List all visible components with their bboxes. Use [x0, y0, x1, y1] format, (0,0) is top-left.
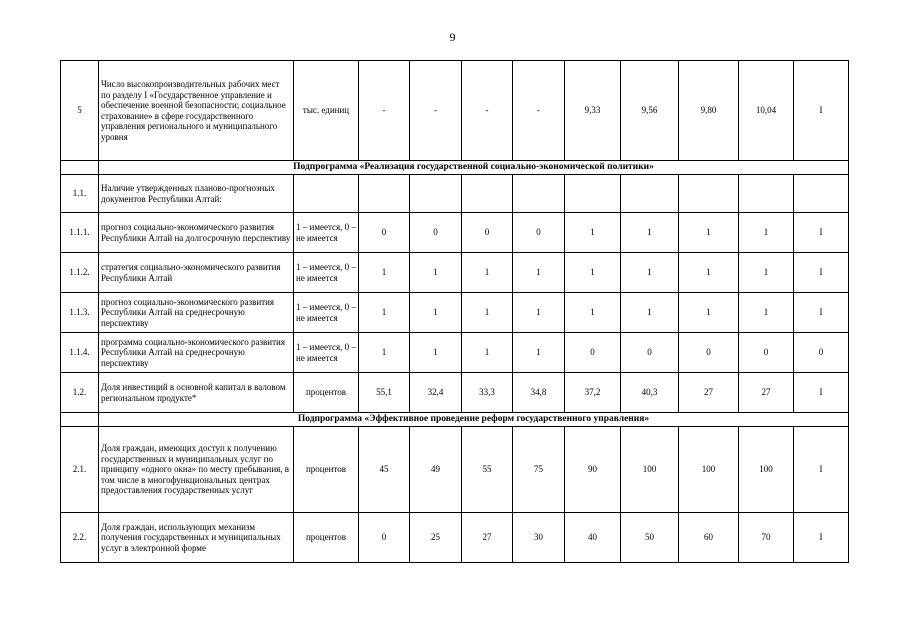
- value-cell: 50: [621, 513, 679, 563]
- table-row: [61, 513, 849, 563]
- subprogram-title: Подпрограмма «Эффективное проведение реформ государственного управления»: [99, 413, 849, 427]
- value-cell: [739, 175, 794, 213]
- row-number: 1.1.1.: [61, 213, 99, 253]
- value-cell: 1: [359, 253, 410, 293]
- value-cell: 37,2: [565, 373, 621, 413]
- section-spacer: [61, 161, 99, 175]
- value-cell: 1: [410, 333, 462, 373]
- indicators-table: [60, 60, 849, 563]
- row-number: 1.1.: [61, 175, 99, 213]
- value-cell: 1: [739, 213, 794, 253]
- indicator-name: Доля граждан, использующих механизм получения государственных и муниципальных услуг в электронной форме: [99, 513, 294, 563]
- value-cell: 1: [679, 253, 739, 293]
- indicator-name: Доля инвестиций в основной капитал в валовом региональном продукте*: [99, 373, 294, 413]
- value-cell: [565, 175, 621, 213]
- value-cell: 0: [621, 333, 679, 373]
- value-cell: 90: [565, 427, 621, 513]
- value-cell: 0: [565, 333, 621, 373]
- value-cell: 1: [513, 333, 565, 373]
- value-cell: [359, 175, 410, 213]
- value-cell: 0: [794, 333, 849, 373]
- value-cell: 60: [679, 513, 739, 563]
- value-cell: I: [794, 253, 849, 293]
- row-number: 1.1.2.: [61, 253, 99, 293]
- value-cell: 33,3: [462, 373, 513, 413]
- row-number: 1.1.4.: [61, 333, 99, 373]
- value-cell: 25: [410, 513, 462, 563]
- indicator-name: прогноз социально-экономического развития Республики Алтай на среднесрочную перспективу: [99, 293, 294, 333]
- value-cell: [794, 175, 849, 213]
- value-cell: 0: [359, 513, 410, 563]
- value-cell: 30: [513, 513, 565, 563]
- value-cell: 1: [739, 293, 794, 333]
- value-cell: -: [513, 61, 565, 161]
- value-cell: 1: [359, 293, 410, 333]
- unit-cell: процентов: [294, 513, 359, 563]
- value-cell: 9,80: [679, 61, 739, 161]
- indicator-name: прогноз социально-экономического развития Республики Алтай на долгосрочную перспективу: [99, 213, 294, 253]
- value-cell: 1: [410, 293, 462, 333]
- indicator-name: программа социально-экономического развития Республики Алтай на среднесрочную перспективу: [99, 333, 294, 373]
- section-row: [61, 161, 849, 175]
- value-cell: 1: [621, 213, 679, 253]
- unit-cell: процентов: [294, 373, 359, 413]
- value-cell: 1: [513, 253, 565, 293]
- row-number: 2.2.: [61, 513, 99, 563]
- value-cell: 1: [621, 253, 679, 293]
- value-cell: 1: [410, 253, 462, 293]
- page-number: 9: [449, 30, 456, 44]
- value-cell: 10,04: [739, 61, 794, 161]
- value-cell: 1: [739, 253, 794, 293]
- table-row: [61, 373, 849, 413]
- unit-cell: 1 – имеется, 0 – не имеется: [294, 293, 359, 333]
- value-cell: 0: [513, 213, 565, 253]
- value-cell: [462, 175, 513, 213]
- indicator-name: стратегия социально-экономического развития Республики Алтай: [99, 253, 294, 293]
- value-cell: 40,3: [621, 373, 679, 413]
- value-cell: 0: [359, 213, 410, 253]
- value-cell: 70: [739, 513, 794, 563]
- value-cell: 1: [565, 253, 621, 293]
- value-cell: [410, 175, 462, 213]
- value-cell: -: [462, 61, 513, 161]
- value-cell: 1: [679, 293, 739, 333]
- subprogram-title: Подпрограмма «Реализация государственной социально-экономической политики»: [99, 161, 849, 175]
- table-row: [61, 333, 849, 373]
- table-row: [61, 61, 849, 161]
- value-cell: 55: [462, 427, 513, 513]
- value-cell: I: [794, 513, 849, 563]
- unit-cell: [294, 175, 359, 213]
- row-number: 1.2.: [61, 373, 99, 413]
- value-cell: 1: [565, 293, 621, 333]
- value-cell: [679, 175, 739, 213]
- value-cell: -: [359, 61, 410, 161]
- row-number: 2.1.: [61, 427, 99, 513]
- value-cell: [513, 175, 565, 213]
- value-cell: I: [794, 61, 849, 161]
- value-cell: 0: [462, 213, 513, 253]
- value-cell: I: [794, 293, 849, 333]
- value-cell: 9,33: [565, 61, 621, 161]
- value-cell: [621, 175, 679, 213]
- value-cell: 34,8: [513, 373, 565, 413]
- indicator-name: Наличие утвержденных планово-прогнозных документов Республики Алтай:: [99, 175, 294, 213]
- value-cell: 100: [739, 427, 794, 513]
- value-cell: I: [794, 427, 849, 513]
- value-cell: 55,1: [359, 373, 410, 413]
- value-cell: I: [794, 373, 849, 413]
- value-cell: 0: [410, 213, 462, 253]
- value-cell: 45: [359, 427, 410, 513]
- section-row: [61, 413, 849, 427]
- indicator-name: Доля граждан, имеющих доступ к получению государственных и муниципальных услуг по принципу «одного окна» по месту пребывания, в том числе в многофункциональных центрах предоставления государственных услуг: [99, 427, 294, 513]
- table-row: [61, 213, 849, 253]
- value-cell: 1: [565, 213, 621, 253]
- unit-cell: 1 – имеется, 0 – не имеется: [294, 213, 359, 253]
- value-cell: 1: [462, 253, 513, 293]
- unit-cell: 1 – имеется, 0 – не имеется: [294, 253, 359, 293]
- value-cell: 1: [462, 293, 513, 333]
- indicator-name: Число высокопроизводительных рабочих мест по разделу I «Государственное управление и обеспечение военной безопасности; социальное страхование» в сфере государственного управления регионального и муниципального уровня: [99, 61, 294, 161]
- value-cell: 1: [679, 213, 739, 253]
- value-cell: 27: [462, 513, 513, 563]
- value-cell: 0: [739, 333, 794, 373]
- value-cell: 32,4: [410, 373, 462, 413]
- table-row: [61, 293, 849, 333]
- value-cell: 49: [410, 427, 462, 513]
- table-row: [61, 175, 849, 213]
- value-cell: 1: [462, 333, 513, 373]
- unit-cell: 1 – имеется, 0 – не имеется: [294, 333, 359, 373]
- value-cell: 1: [621, 293, 679, 333]
- unit-cell: тыс. единиц: [294, 61, 359, 161]
- value-cell: -: [410, 61, 462, 161]
- value-cell: 1: [359, 333, 410, 373]
- row-number: 5: [61, 61, 99, 161]
- table-row: [61, 253, 849, 293]
- value-cell: 75: [513, 427, 565, 513]
- unit-cell: процентов: [294, 427, 359, 513]
- value-cell: 1: [513, 293, 565, 333]
- value-cell: I: [794, 213, 849, 253]
- value-cell: 40: [565, 513, 621, 563]
- value-cell: 100: [679, 427, 739, 513]
- table-row: [61, 427, 849, 513]
- value-cell: 100: [621, 427, 679, 513]
- section-spacer: [61, 413, 99, 427]
- table-body: [61, 61, 849, 563]
- value-cell: 0: [679, 333, 739, 373]
- value-cell: 27: [739, 373, 794, 413]
- row-number: 1.1.3.: [61, 293, 99, 333]
- value-cell: 9,56: [621, 61, 679, 161]
- value-cell: 27: [679, 373, 739, 413]
